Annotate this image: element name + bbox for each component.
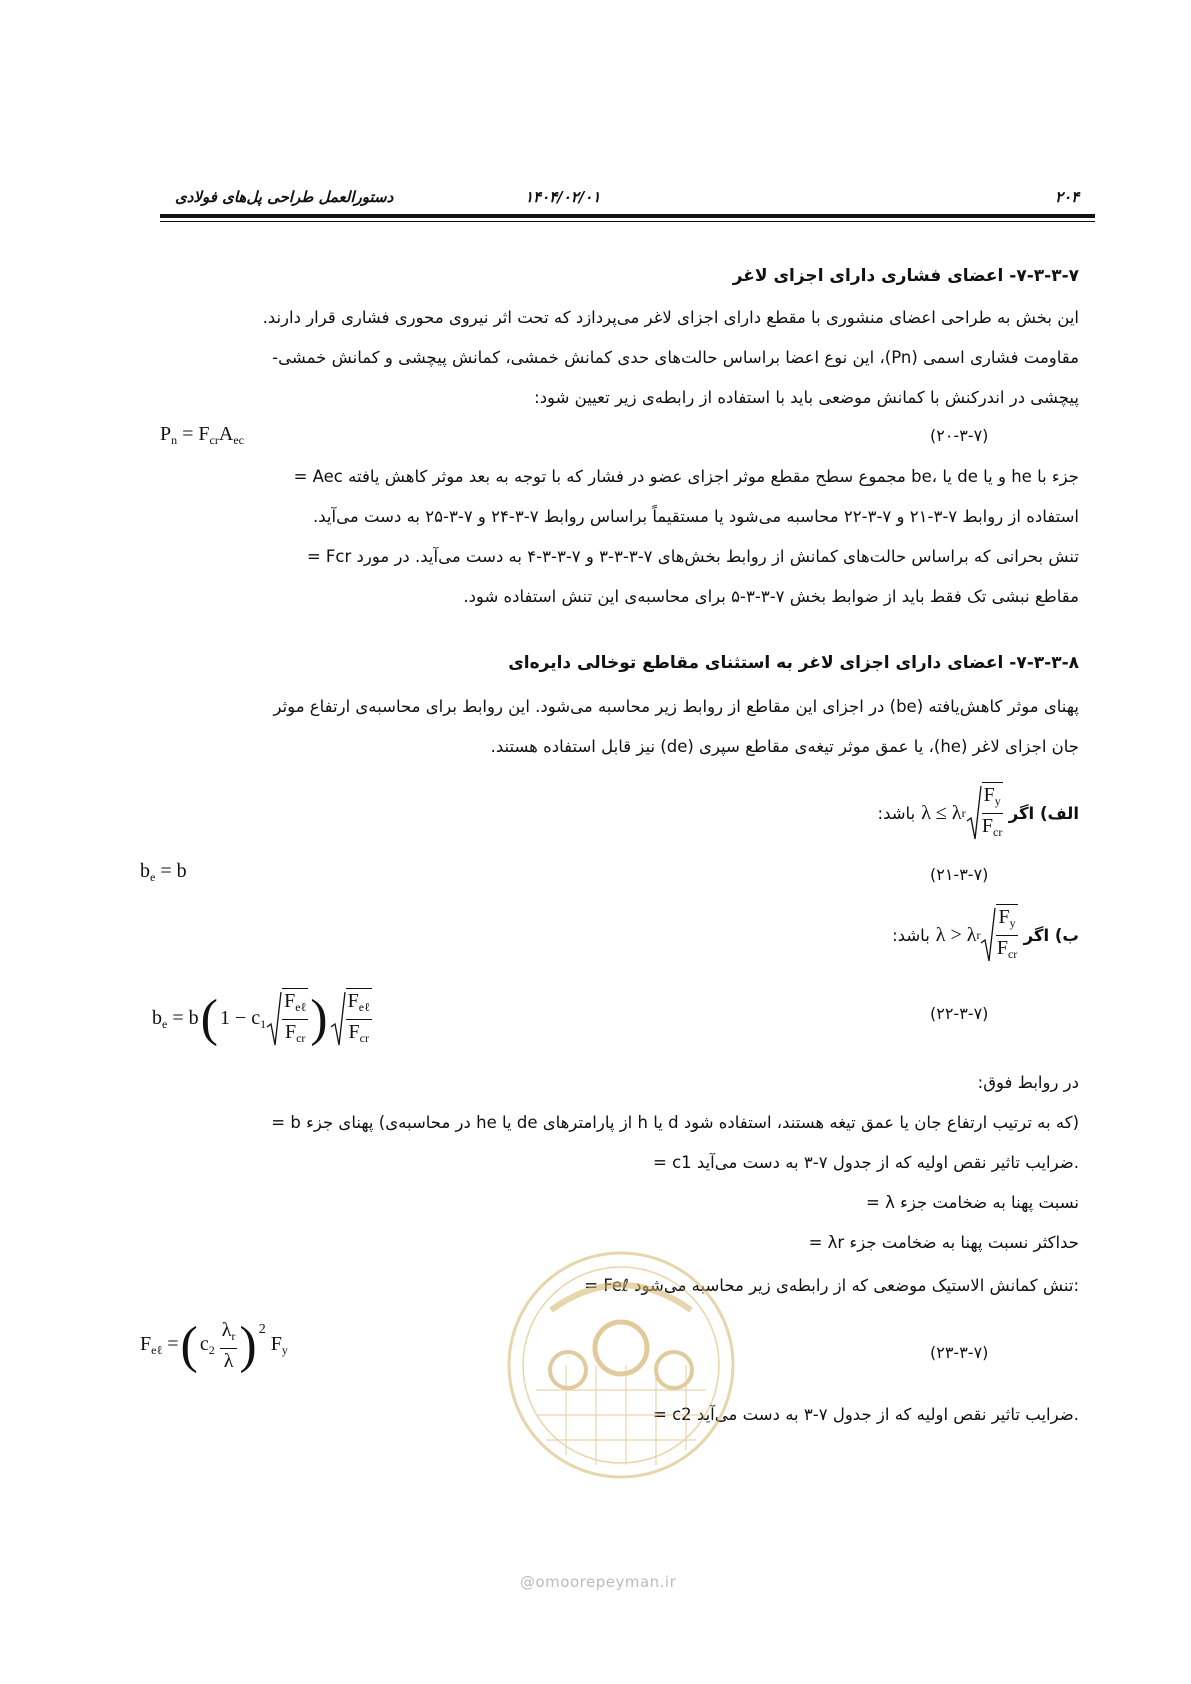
definition-lambda: = λ نسبت پهنا به ضخامت جزء	[866, 1193, 1079, 1212]
equation-number-22: (۲۲-۳-۷)	[930, 1004, 989, 1023]
aec-definition-line-2: استفاده از روابط ۷-۳-۲۱ و ۷-۳-۲۲ محاسبه می‌شود یا مستقیماً براساس روابط ۷-۳-۲۴ و ۷-۳-۲۵ به دست می‌آید.	[313, 507, 1079, 526]
equation-be-equals-b: $b_e = b$	[140, 860, 187, 884]
watermark-text: @omoorepeyman.ir	[520, 1573, 677, 1591]
sqrt-sign-icon	[330, 991, 346, 1047]
definition-c1: = c1 ضرایب تاثیر نقص اولیه که از جدول ۷-۳ به دست می‌آید.	[653, 1153, 1079, 1172]
page-number: ۲۰۴	[1055, 188, 1080, 206]
definition-c2: = c2 ضرایب تاثیر نقص اولیه که از جدول ۷-۳ به دست می‌آید.	[653, 1405, 1079, 1424]
sqrt-sign-icon	[966, 785, 982, 841]
fel-over-fcr: $\frac{F_{e\ell}}{F_{cr}}$	[282, 988, 308, 1050]
fel-over-fcr: $\frac{F_{e\ell}}{F_{cr}}$	[346, 988, 372, 1050]
fcr-definition-line-2: مقاطع نبشی تک فقط باید از ضوابط بخش ۷-۳-۳-۵ برای محاسبه‌ی این تنش استفاده شود.	[463, 587, 1079, 606]
fy-over-fcr: $\frac{F_y}{F_{cr}}$	[996, 904, 1017, 966]
fy-over-fcr: $\frac{F_y}{F_{cr}}$	[982, 782, 1003, 844]
case-b-label: ب) اگر	[1023, 925, 1079, 945]
case-b-condition	[892, 904, 1079, 966]
equation-number-21: (۲۱-۳-۷)	[930, 865, 989, 884]
case-a-condition	[878, 782, 1079, 844]
case-a-label: الف) اگر	[1008, 803, 1079, 823]
case-b-suffix: باشد:	[892, 925, 930, 945]
definition-fel: = Feℓ تنش کمانش الاستیک موضعی که از رابطه‌ی زیر محاسبه می‌شود:	[584, 1276, 1079, 1295]
section2-line-1: پهنای موثر کاهش‌یافته (be) در اجزای این مقاطع از روابط زیر محاسبه می‌شود. این روابط برای محاسبه‌ی ارتفاع موثر	[273, 697, 1079, 716]
equation-fel: $F_{e\ell}$ = ( $c_2$ $\frac{\lambda_r}{\lambda}$ ) 2 $F_y$	[140, 1316, 288, 1374]
fcr-definition-line-1: = Fcr تنش بحرانی که براساس حالت‌های کمانش از روابط بخش‌های ۷-۳-۳-۳ و ۷-۳-۳-۴ به دست می‌آید. در مورد	[306, 547, 1079, 566]
section1-line-1: این بخش به طراحی اعضای منشوری با مقطع دارای اجزای لاغر می‌پردازد که تحت اثر نیروی محوری فشاری قرار دارند.	[262, 308, 1079, 327]
section-heading-7-3-3-8: ۷-۳-۳-۸- اعضای دارای اجزای لاغر به استثنای مقاطع توخالی دایره‌ای	[508, 653, 1079, 673]
header-doc-title: دستورالعمل طراحی پل‌های فولادی	[175, 188, 394, 206]
lambda-r-over-lambda: $\frac{\lambda_r}{\lambda}$	[221, 1319, 236, 1372]
section1-line-2: مقاومت فشاری اسمی (Pn)، این نوع اعضا براساس حالت‌های حدی کمانش خمشی، کمانش پیچشی و کمانش خمشی-	[272, 348, 1079, 367]
header-date: ۱۴۰۴/۰۲/۰۱	[525, 188, 601, 206]
header-rule-thick	[160, 214, 1095, 218]
omoore-peyman-seal-icon	[496, 1240, 746, 1530]
sqrt-sign-icon	[266, 991, 282, 1047]
where-label: در روابط فوق:	[977, 1073, 1079, 1092]
section-heading-7-3-3-7: ۷-۳-۳-۷- اعضای فشاری دارای اجزای لاغر	[732, 266, 1079, 286]
equation-be-reduced: $b_e = b$ ( $1 - c_1$ $\frac{F_{e\ell}}{F_{cr}}$ ) $\frac{F_{e\ell}}{F_{cr}}$	[152, 988, 372, 1050]
definition-b: = b پهنای جزء (در محاسبه‌ی he یا de از پارامترهای h یا d که به ترتیب ارتفاع جان یا عمق تیغه هستند، استفاده شود)	[271, 1113, 1079, 1132]
sqrt-sign-icon	[980, 907, 996, 963]
case-b-inequality: λ > λ r $\frac{F_y}{F_{cr}}$	[936, 904, 1018, 966]
definition-lambda-r: = λr حداکثر نسبت پهنا به ضخامت جزء	[808, 1233, 1079, 1252]
case-a-suffix: باشد:	[877, 803, 916, 823]
equation-number-23: (۲۳-۳-۷)	[930, 1343, 989, 1362]
aec-definition-line-1: = Aec مجموع سطح مقطع موثر اجزای عضو در فشار که با توجه به بعد موثر کاهش یافته be، یا de و یا he جزء با	[293, 467, 1079, 486]
header-rule-thin	[160, 221, 1095, 222]
section1-line-3: پیچشی در اندرکنش با کمانش موضعی باید با استفاده از رابطه‌ی زیر تعیین شود:	[534, 388, 1079, 407]
equation-number-20: (۲۰-۳-۷)	[930, 426, 989, 445]
case-a-inequality: λ ≤ λ r $\frac{F_y}{F_{cr}}$	[921, 782, 1003, 844]
section2-line-2: جان اجزای لاغر (he)، یا عمق موثر تیغه‌ی مقاطع سپری (de) نیز قابل استفاده هستند.	[490, 737, 1079, 756]
equation-pn: $P_n = F_{cr}A_{ec}$	[160, 423, 244, 447]
